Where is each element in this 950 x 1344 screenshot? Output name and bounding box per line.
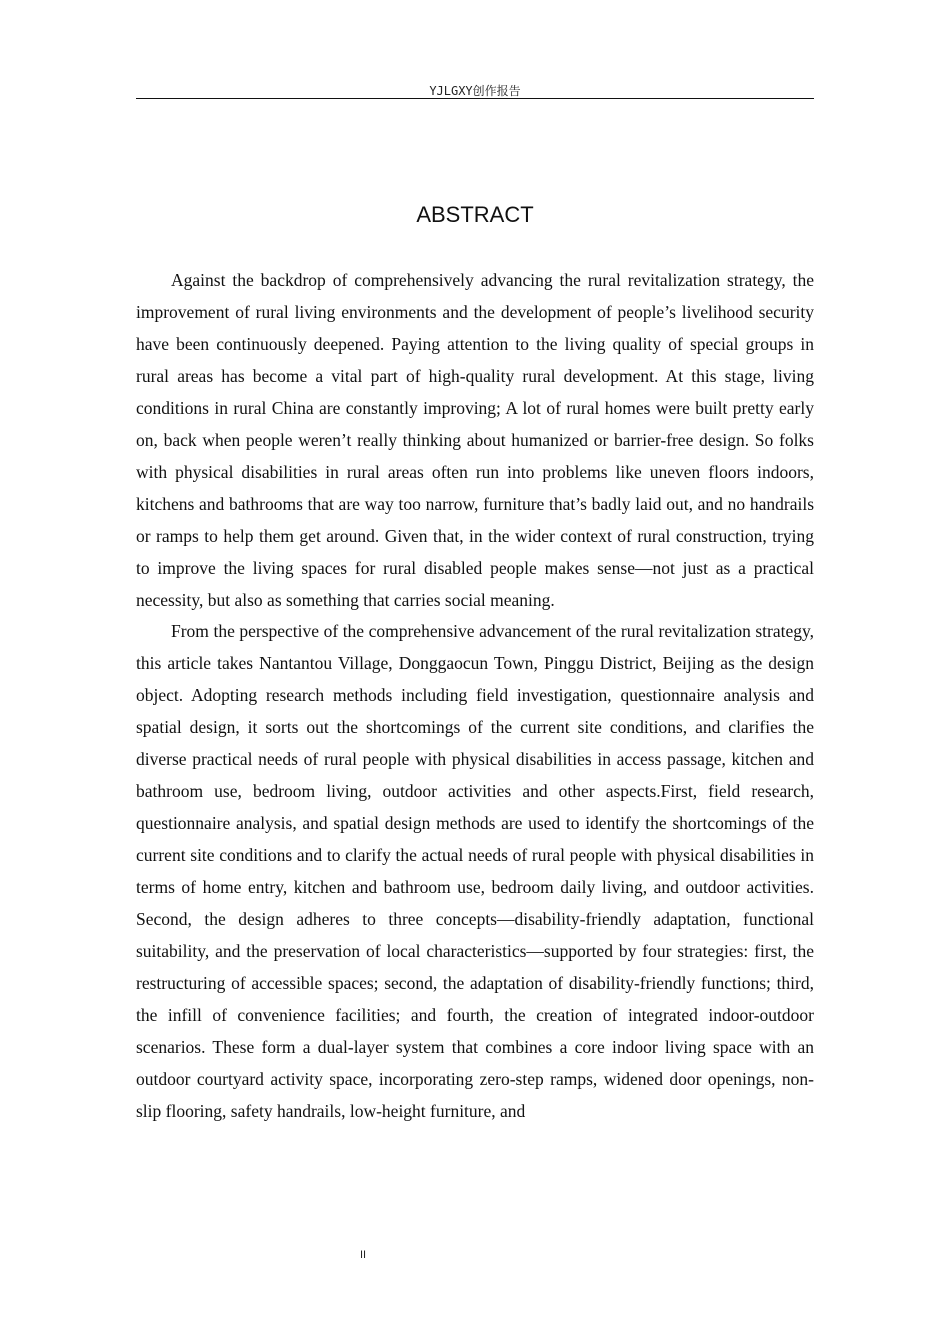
abstract-body [136, 265, 814, 1128]
abstract-paragraph-1: Against the backdrop of comprehensively advancing the rural revitalization strategy, the improvement of rural living environments and the development of people’s livelihood security have been continuously deepened. Paying attention to the living quality of special groups in rural areas has become a vital part of high-quality rural development. At this stage, living conditions in rural China are constantly improving; A lot of rural homes were built pretty early on, back when people weren’t really thinking about humanized or barrier-free design. So folks with physical disabilities in rural areas often run into problems like uneven floors indoors, kitchens and bathrooms that are way too narrow, furniture that’s badly laid out, and no handrails or ramps to help them get around. Given that, in the wider context of rural construction, trying to improve the living spaces for rural disabled people makes sense—not just as a practical necessity, but also as something that carries social meaning. [136, 270, 814, 610]
header-divider [136, 98, 814, 99]
abstract-title: ABSTRACT [416, 202, 534, 227]
page-number: II [359, 1249, 367, 1261]
running-header: YJLGXY创作报告 [429, 84, 521, 98]
abstract-paragraph-2: From the perspective of the comprehensive advancement of the rural revitalization strategy, this article takes Nantantou Village, Donggaocun Town, Pinggu District, Beijing as the design object. Adopting research methods including field investigation, questionnaire analysis and spatial design, it sorts out the shortcomings of the current site conditions, and clarifies the diverse practical needs of rural people with physical disabilities in access passage, kitchen and bathroom use, bedroom living, outdoor activities and other aspects.First, field research, questionnaire analysis, and spatial design methods are used to identify the shortcomings of the current site conditions and to clarify the actual needs of rural people with physical disabilities in terms of home entry, kitchen and bathroom use, bedroom daily living, and outdoor activities. Second, the design adheres to three concepts—disability-friendly adaptation, functional suitability, and the preservation of local characteristics—supported by four strategies: first, the restructuring of accessible spaces; second, the adaptation of disability-friendly functions; third, the infill of convenience facilities; and fourth, the creation of integrated indoor-outdoor scenarios. These form a dual-layer system that combines a core indoor living space with an outdoor courtyard activity space, incorporating zero-step ramps, widened door openings, non-slip flooring, safety handrails, low-height furniture, and [136, 621, 814, 1121]
